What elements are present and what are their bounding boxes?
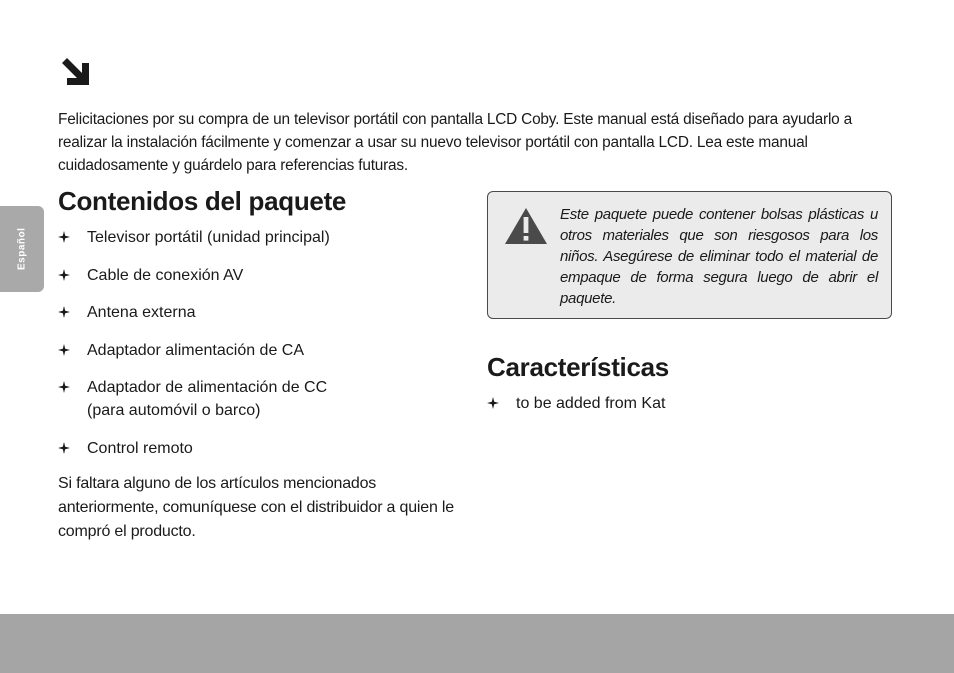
four-point-star-icon bbox=[58, 344, 70, 356]
intro-paragraph: Felicitaciones por su compra de un televisor portátil con pantalla LCD Coby. Este manual está diseñado para ayudarlo a realizar la instalación fácilmente y comenzar a usar su nuevo televisor portátil con pantalla LCD. Lea este manual cuidadosamente y guárdelo para referencias futuras. bbox=[58, 111, 852, 174]
list-item-text: Cable de conexión AV bbox=[87, 266, 244, 284]
list-item-text: Televisor portátil (unidad principal) bbox=[87, 229, 330, 246]
warning-box bbox=[487, 191, 892, 319]
four-point-star-icon bbox=[58, 381, 70, 393]
features-heading: Características bbox=[487, 352, 669, 382]
list-item bbox=[58, 226, 478, 249]
list-item bbox=[58, 301, 478, 324]
missing-items-note: Si faltara alguno de los artículos mencionados anteriormente, comuníquese con el distribuidor a quien le compró el producto. bbox=[58, 475, 454, 540]
list-item-text: Control remoto bbox=[87, 439, 193, 457]
package-contents-heading: Contenidos del paquete bbox=[58, 186, 347, 216]
footer-band bbox=[0, 614, 954, 673]
arrow-down-right-icon bbox=[58, 54, 94, 90]
list-item-text: Antena externa bbox=[87, 304, 196, 321]
language-label: Español bbox=[16, 227, 28, 271]
list-item bbox=[58, 264, 478, 287]
list-item-text: to be added from Kat bbox=[516, 395, 666, 412]
four-point-star-icon bbox=[487, 397, 499, 409]
features-list bbox=[487, 392, 907, 415]
four-point-star-icon bbox=[58, 442, 70, 454]
warning-triangle-icon bbox=[504, 207, 548, 245]
language-side-tab bbox=[0, 206, 44, 292]
list-item-text: Adaptador alimentación de CA bbox=[87, 341, 305, 359]
list-item bbox=[58, 376, 478, 422]
four-point-star-icon bbox=[58, 306, 70, 318]
list-item bbox=[58, 437, 478, 460]
four-point-star-icon bbox=[58, 231, 70, 243]
package-contents-list bbox=[58, 226, 478, 474]
warning-text: Este paquete puede contener bolsas plásticas u otros materiales que son riesgosos para los niños. Asegúrese de eliminar todo el material de empaque de forma segura luego de abrir el paquete. bbox=[560, 206, 878, 307]
list-item-text: Adaptador de alimentación de CC (para automóvil o barco) bbox=[87, 379, 328, 419]
list-item bbox=[58, 339, 478, 362]
list-item bbox=[487, 392, 907, 415]
four-point-star-icon bbox=[58, 269, 70, 281]
